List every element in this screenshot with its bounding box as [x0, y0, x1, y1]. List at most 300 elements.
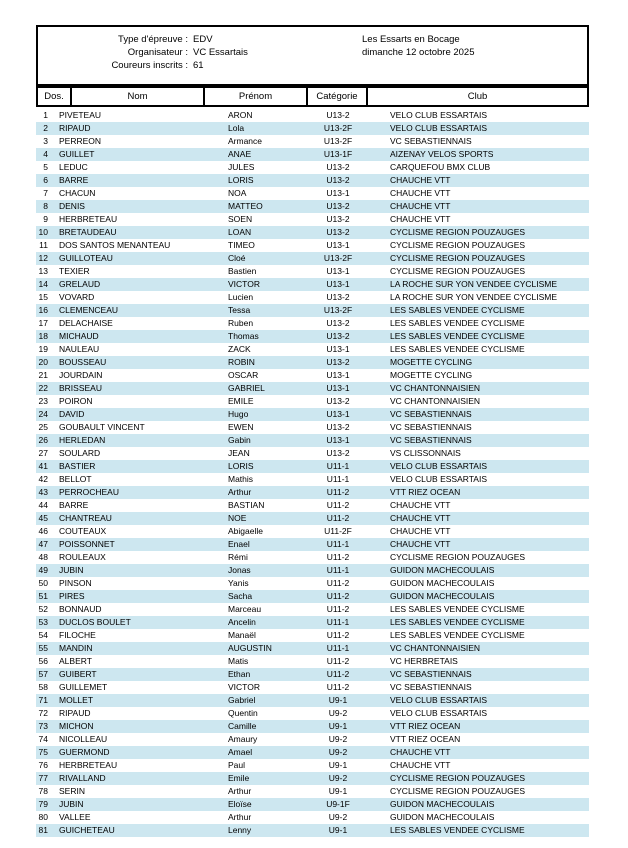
categorie-cell: U9-2 [328, 734, 348, 744]
prenom-cell: LORIS [228, 175, 254, 185]
table-row [36, 109, 589, 122]
categorie-cell: U11-1 [326, 539, 350, 549]
dos-cell: 54 [38, 630, 48, 640]
club-cell: CYCLISME REGION POUZAUGES [390, 240, 526, 250]
dos-cell: 25 [38, 422, 48, 432]
nom-cell: POISSONNET [59, 539, 115, 549]
prenom-cell: Sacha [228, 591, 253, 601]
categorie-cell: U11-2 [326, 630, 350, 640]
dos-cell: 78 [38, 786, 48, 796]
categorie-cell: U9-2 [328, 708, 348, 718]
table-row [36, 811, 589, 824]
table-row [36, 291, 589, 304]
prenom-cell: Lucien [228, 292, 254, 302]
categorie-cell: U9-1 [328, 760, 348, 770]
categorie-cell: U11-1 [326, 474, 350, 484]
categorie-cell: U11-1 [326, 565, 350, 575]
dos-cell: 19 [38, 344, 48, 354]
categorie-cell: U11-2 [326, 682, 350, 692]
prenom-cell: NOE [228, 513, 247, 523]
prenom-cell: Arthur [228, 812, 252, 822]
table-row [36, 304, 589, 317]
nom-cell: LEDUC [59, 162, 88, 172]
nom-cell: MICHON [59, 721, 94, 731]
nom-cell: JUBIN [59, 799, 84, 809]
event-type-line [38, 33, 248, 46]
prenom-cell: Amael [228, 747, 253, 757]
categorie-cell: U13-2 [326, 201, 350, 211]
nom-cell: POIRON [59, 396, 93, 406]
categorie-cell: U9-1 [328, 786, 348, 796]
prenom-cell: Gabin [228, 435, 251, 445]
prenom-cell: Lola [228, 123, 245, 133]
prenom-cell: Amaury [228, 734, 258, 744]
dos-cell: 79 [38, 799, 48, 809]
prenom-cell: VICTOR [228, 279, 260, 289]
dos-cell: 23 [38, 396, 48, 406]
dos-cell: 10 [38, 227, 48, 237]
categorie-cell: U9-1 [328, 825, 348, 835]
table-row [36, 642, 589, 655]
club-cell: VC SEBASTIENNAIS [390, 435, 472, 445]
dos-cell: 5 [43, 162, 48, 172]
dos-cell: 44 [38, 500, 48, 510]
organizer-label: Organisateur : [127, 47, 188, 58]
table-row [36, 590, 589, 603]
nom-cell: PINSON [59, 578, 92, 588]
categorie-cell: U9-1 [328, 721, 348, 731]
prenom-cell: Emile [228, 773, 250, 783]
club-cell: VC SEBASTIENNAIS [390, 136, 472, 146]
event-type-label: Type d'épreuve : [118, 34, 188, 45]
table-row [36, 785, 589, 798]
prenom-cell: Yanis [228, 578, 249, 588]
nom-cell: VALLEE [59, 812, 91, 822]
categorie-cell: U13-2F [323, 305, 353, 315]
club-cell: VC SEBASTIENNAIS [390, 682, 472, 692]
table-row [36, 824, 589, 837]
categorie-cell: U13-2F [323, 123, 353, 133]
club-cell: CHAUCHE VTT [390, 214, 451, 224]
nom-cell: HERLEDAN [59, 435, 106, 445]
club-cell: VTT RIEZ OCEAN [390, 734, 461, 744]
nom-cell: HERBRETEAU [59, 760, 118, 770]
prenom-cell: Cloé [228, 253, 246, 263]
table-header-row [36, 86, 589, 107]
nom-cell: JOURDAIN [59, 370, 103, 380]
event-date: dimanche 12 octobre 2025 [362, 47, 475, 58]
dos-cell: 58 [38, 682, 48, 692]
club-cell: GUIDON MACHECOULAIS [390, 591, 495, 601]
dos-cell: 41 [38, 461, 48, 471]
prenom-cell: LORIS [228, 461, 254, 471]
nom-cell: HERBRETEAU [59, 214, 118, 224]
table-body [36, 109, 589, 837]
prenom-cell: SOEN [228, 214, 253, 224]
categorie-cell: U9-2 [328, 812, 348, 822]
categorie-cell: U13-1 [326, 383, 350, 393]
dos-cell: 49 [38, 565, 48, 575]
club-cell: VTT RIEZ OCEAN [390, 487, 461, 497]
dos-cell: 1 [43, 110, 48, 120]
dos-cell: 77 [38, 773, 48, 783]
table-row [36, 317, 589, 330]
dos-cell: 2 [43, 123, 48, 133]
dos-cell: 47 [38, 539, 48, 549]
categorie-cell: U13-1 [326, 240, 350, 250]
categorie-cell: U13-1 [326, 266, 350, 276]
dos-cell: 22 [38, 383, 48, 393]
prenom-cell: EWEN [228, 422, 254, 432]
riders-count-line [38, 59, 248, 72]
dos-cell: 12 [38, 253, 48, 263]
table-row [36, 408, 589, 421]
table-row [36, 122, 589, 135]
table-row [36, 759, 589, 772]
dos-cell: 9 [43, 214, 48, 224]
prenom-cell: ZACK [228, 344, 251, 354]
categorie-cell: U13-2F [323, 136, 353, 146]
categorie-cell: U13-1 [326, 435, 350, 445]
prenom-cell: MATTEO [228, 201, 263, 211]
nom-cell: DOS SANTOS MENANTEAU [59, 240, 171, 250]
prenom-cell: AUGUSTIN [228, 643, 272, 653]
categorie-cell: U13-1 [326, 188, 350, 198]
club-cell: VC CHANTONNAISIEN [390, 383, 481, 393]
table-row [36, 603, 589, 616]
table-row [36, 564, 589, 577]
column-header-nom: Nom [72, 88, 205, 105]
categorie-cell: U9-1F [326, 799, 350, 809]
categorie-cell: U11-2 [326, 669, 350, 679]
prenom-cell: OSCAR [228, 370, 259, 380]
prenom-cell: GABRIEL [228, 383, 265, 393]
club-cell: CYCLISME REGION POUZAUGES [390, 227, 526, 237]
table-row [36, 512, 589, 525]
table-row [36, 525, 589, 538]
club-cell: VC SEBASTIENNAIS [390, 409, 472, 419]
club-cell: CHAUCHE VTT [390, 747, 451, 757]
dos-cell: 20 [38, 357, 48, 367]
dos-cell: 76 [38, 760, 48, 770]
table-row [36, 746, 589, 759]
prenom-cell: Tessa [228, 305, 251, 315]
dos-cell: 17 [38, 318, 48, 328]
nom-cell: GUILLOTEAU [59, 253, 113, 263]
prenom-cell: Eloïse [228, 799, 252, 809]
dos-cell: 8 [43, 201, 48, 211]
dos-cell: 50 [38, 578, 48, 588]
club-cell: CHAUCHE VTT [390, 760, 451, 770]
prenom-cell: Ruben [228, 318, 254, 328]
club-cell: MOGETTE CYCLING [390, 357, 473, 367]
nom-cell: TEXIER [59, 266, 90, 276]
club-cell: VC CHANTONNAISIEN [390, 643, 481, 653]
prenom-cell: Quentin [228, 708, 258, 718]
table-row [36, 577, 589, 590]
club-cell: LES SABLES VENDEE CYCLISME [390, 825, 525, 835]
dos-cell: 53 [38, 617, 48, 627]
categorie-cell: U13-2 [326, 227, 350, 237]
categorie-cell: U13-2 [326, 318, 350, 328]
club-cell: VS CLISSONNAIS [390, 448, 461, 458]
table-row [36, 278, 589, 291]
categorie-cell: U11-2 [326, 513, 350, 523]
table-row [36, 356, 589, 369]
nom-cell: RIPAUD [59, 123, 91, 133]
prenom-cell: VICTOR [228, 682, 260, 692]
prenom-cell: ROBIN [228, 357, 255, 367]
nom-cell: GUERMOND [59, 747, 110, 757]
categorie-cell: U13-2 [326, 214, 350, 224]
prenom-cell: Ancelin [228, 617, 256, 627]
nom-cell: PERREON [59, 136, 102, 146]
table-row [36, 421, 589, 434]
prenom-cell: JEAN [228, 448, 250, 458]
nom-cell: GOUBAULT VINCENT [59, 422, 145, 432]
nom-cell: DAVID [59, 409, 85, 419]
prenom-cell: Enael [228, 539, 250, 549]
table-row [36, 252, 589, 265]
dos-cell: 15 [38, 292, 48, 302]
dos-cell: 74 [38, 734, 48, 744]
club-cell: VELO CLUB ESSARTAIS [390, 695, 487, 705]
event-info-right [362, 33, 475, 59]
dos-cell: 18 [38, 331, 48, 341]
nom-cell: CHANTREAU [59, 513, 112, 523]
column-header-club: Club [467, 91, 488, 102]
dos-cell: 6 [43, 175, 48, 185]
table-row [36, 148, 589, 161]
prenom-cell: Paul [228, 760, 246, 770]
club-cell: VC SEBASTIENNAIS [390, 422, 472, 432]
club-cell: LES SABLES VENDEE CYCLISME [390, 630, 525, 640]
club-cell: LES SABLES VENDEE CYCLISME [390, 318, 525, 328]
club-cell: MOGETTE CYCLING [390, 370, 473, 380]
dos-cell: 75 [38, 747, 48, 757]
table-row [36, 265, 589, 278]
categorie-cell: U13-1 [326, 279, 350, 289]
categorie-cell: U11-2 [326, 604, 350, 614]
dos-cell: 48 [38, 552, 48, 562]
dos-cell: 52 [38, 604, 48, 614]
club-cell: VELO CLUB ESSARTAIS [390, 461, 487, 471]
nom-cell: GRELAUD [59, 279, 101, 289]
dos-cell: 7 [43, 188, 48, 198]
nom-cell: BOUSSEAU [59, 357, 107, 367]
event-type-value: EDV [193, 34, 213, 45]
categorie-cell: U13-2 [326, 448, 350, 458]
club-cell: VC CHANTONNAISIEN [390, 396, 481, 406]
dos-cell: 57 [38, 669, 48, 679]
nom-cell: ALBERT [59, 656, 92, 666]
prenom-cell: Armance [228, 136, 263, 146]
prenom-cell: NOA [228, 188, 247, 198]
categorie-cell: U11-1 [326, 617, 350, 627]
categorie-cell: U13-1 [326, 409, 350, 419]
categorie-cell: U11-1 [326, 643, 350, 653]
nom-cell: GUIBERT [59, 669, 97, 679]
table-row [36, 486, 589, 499]
categorie-cell: U11-2 [326, 656, 350, 666]
event-place: Les Essarts en Bocage [362, 34, 460, 45]
table-row [36, 239, 589, 252]
dos-cell: 4 [43, 149, 48, 159]
club-cell: CHAUCHE VTT [390, 526, 451, 536]
dos-cell: 73 [38, 721, 48, 731]
categorie-cell: U9-2 [328, 747, 348, 757]
club-cell: CHAUCHE VTT [390, 201, 451, 211]
table-row [36, 161, 589, 174]
dos-cell: 11 [39, 240, 48, 250]
riders-count-label: Coureurs inscrits : [111, 60, 188, 71]
nom-cell: BRETAUDEAU [59, 227, 117, 237]
categorie-cell: U9-2 [328, 773, 348, 783]
categorie-cell: U11-2 [326, 578, 350, 588]
nom-cell: COUTEAUX [59, 526, 107, 536]
club-cell: LES SABLES VENDEE CYCLISME [390, 344, 525, 354]
categorie-cell: U9-1 [328, 695, 348, 705]
prenom-cell: Ethan [228, 669, 251, 679]
categorie-cell: U11-2 [326, 500, 350, 510]
categorie-cell: U11-2 [326, 552, 350, 562]
table-row [36, 499, 589, 512]
club-cell: LES SABLES VENDEE CYCLISME [390, 604, 525, 614]
dos-cell: 43 [38, 487, 48, 497]
categorie-cell: U13-2 [326, 162, 350, 172]
categorie-cell: U13-2 [326, 357, 350, 367]
dos-cell: 42 [38, 474, 48, 484]
dos-cell: 26 [38, 435, 48, 445]
prenom-cell: BASTIAN [228, 500, 265, 510]
nom-cell: NICOLLEAU [59, 734, 108, 744]
club-cell: CYCLISME REGION POUZAUGES [390, 266, 526, 276]
club-cell: LES SABLES VENDEE CYCLISME [390, 331, 525, 341]
table-row [36, 551, 589, 564]
nom-cell: DELACHAISE [59, 318, 113, 328]
club-cell: VELO CLUB ESSARTAIS [390, 708, 487, 718]
prenom-cell: EMILE [228, 396, 254, 406]
club-cell: GUIDON MACHECOULAIS [390, 799, 495, 809]
dos-cell: 21 [38, 370, 48, 380]
riders-count-value: 61 [193, 60, 204, 71]
categorie-cell: U13-2 [326, 331, 350, 341]
club-cell: CHAUCHE VTT [390, 175, 451, 185]
organizer-value: VC Essartais [193, 47, 248, 58]
nom-cell: NAULEAU [59, 344, 100, 354]
nom-cell: VOVARD [59, 292, 95, 302]
club-cell: VELO CLUB ESSARTAIS [390, 110, 487, 120]
table-row [36, 720, 589, 733]
table-row [36, 538, 589, 551]
club-cell: LA ROCHE SUR YON VENDEE CYCLISME [390, 279, 558, 289]
club-cell: CYCLISME REGION POUZAUGES [390, 253, 526, 263]
table-row [36, 447, 589, 460]
nom-cell: ROULEAUX [59, 552, 106, 562]
prenom-cell: Rémi [228, 552, 248, 562]
prenom-cell: Hugo [228, 409, 249, 419]
prenom-cell: Marceau [228, 604, 262, 614]
categorie-cell: U11-2 [326, 591, 350, 601]
club-cell: CYCLISME REGION POUZAUGES [390, 773, 526, 783]
table-row [36, 226, 589, 239]
nom-cell: BASTIER [59, 461, 96, 471]
club-cell: CYCLISME REGION POUZAUGES [390, 552, 526, 562]
categorie-cell: U13-2 [326, 292, 350, 302]
club-cell: LA ROCHE SUR YON VENDEE CYCLISME [390, 292, 558, 302]
nom-cell: PIRES [59, 591, 85, 601]
nom-cell: CHACUN [59, 188, 96, 198]
club-cell: LES SABLES VENDEE CYCLISME [390, 617, 525, 627]
dos-cell: 3 [43, 136, 48, 146]
club-cell: CHAUCHE VTT [390, 513, 451, 523]
dos-cell: 51 [38, 591, 48, 601]
column-header-categorie: Catégorie [308, 88, 368, 105]
nom-cell: JUBIN [59, 565, 84, 575]
prenom-cell: Manaël [228, 630, 256, 640]
table-row [36, 473, 589, 486]
nom-cell: BARRE [59, 175, 89, 185]
prenom-cell: Arthur [228, 487, 252, 497]
club-cell: GUIDON MACHECOULAIS [390, 565, 495, 575]
nom-cell: BRISSEAU [59, 383, 102, 393]
nom-cell: MOLLET [59, 695, 94, 705]
nom-cell: RIPAUD [59, 708, 91, 718]
dos-cell: 56 [38, 656, 48, 666]
column-header-prenom: Prénom [205, 88, 308, 105]
table-row [36, 213, 589, 226]
club-cell: CHAUCHE VTT [390, 539, 451, 549]
table-row [36, 135, 589, 148]
organizer-line [38, 46, 248, 59]
categorie-cell: U11-1 [326, 461, 350, 471]
categorie-cell: U13-2F [323, 253, 353, 263]
prenom-cell: Camille [228, 721, 257, 731]
dos-cell: 16 [38, 305, 48, 315]
nom-cell: BARRE [59, 500, 89, 510]
nom-cell: BONNAUD [59, 604, 102, 614]
categorie-cell: U13-2 [326, 396, 350, 406]
categorie-cell: U13-1 [326, 370, 350, 380]
nom-cell: PERROCHEAU [59, 487, 119, 497]
dos-cell: 27 [38, 448, 48, 458]
nom-cell: DUCLOS BOULET [59, 617, 131, 627]
column-header-dos: Dos. [38, 88, 72, 105]
table-row [36, 369, 589, 382]
nom-cell: DENIS [59, 201, 85, 211]
club-cell: CHAUCHE VTT [390, 188, 451, 198]
dos-cell: 24 [38, 409, 48, 419]
categorie-cell: U13-2 [326, 175, 350, 185]
prenom-cell: Lenny [228, 825, 252, 835]
club-cell: LES SABLES VENDEE CYCLISME [390, 305, 525, 315]
categorie-cell: U13-2 [326, 110, 350, 120]
prenom-cell: ARON [228, 110, 253, 120]
categorie-cell: U11-2 [326, 487, 350, 497]
table-row [36, 681, 589, 694]
club-cell: CARQUEFOU BMX CLUB [390, 162, 491, 172]
nom-cell: CLEMENCEAU [59, 305, 119, 315]
prenom-cell: Thomas [228, 331, 259, 341]
dos-cell: 13 [38, 266, 48, 276]
prenom-cell: TIMEO [228, 240, 255, 250]
prenom-cell: Bastien [228, 266, 257, 276]
prenom-cell: ANAE [228, 149, 252, 159]
club-cell: AIZENAY VELOS SPORTS [390, 149, 494, 159]
table-row [36, 174, 589, 187]
club-cell: CYCLISME REGION POUZAUGES [390, 786, 526, 796]
club-cell: GUIDON MACHECOULAIS [390, 812, 495, 822]
